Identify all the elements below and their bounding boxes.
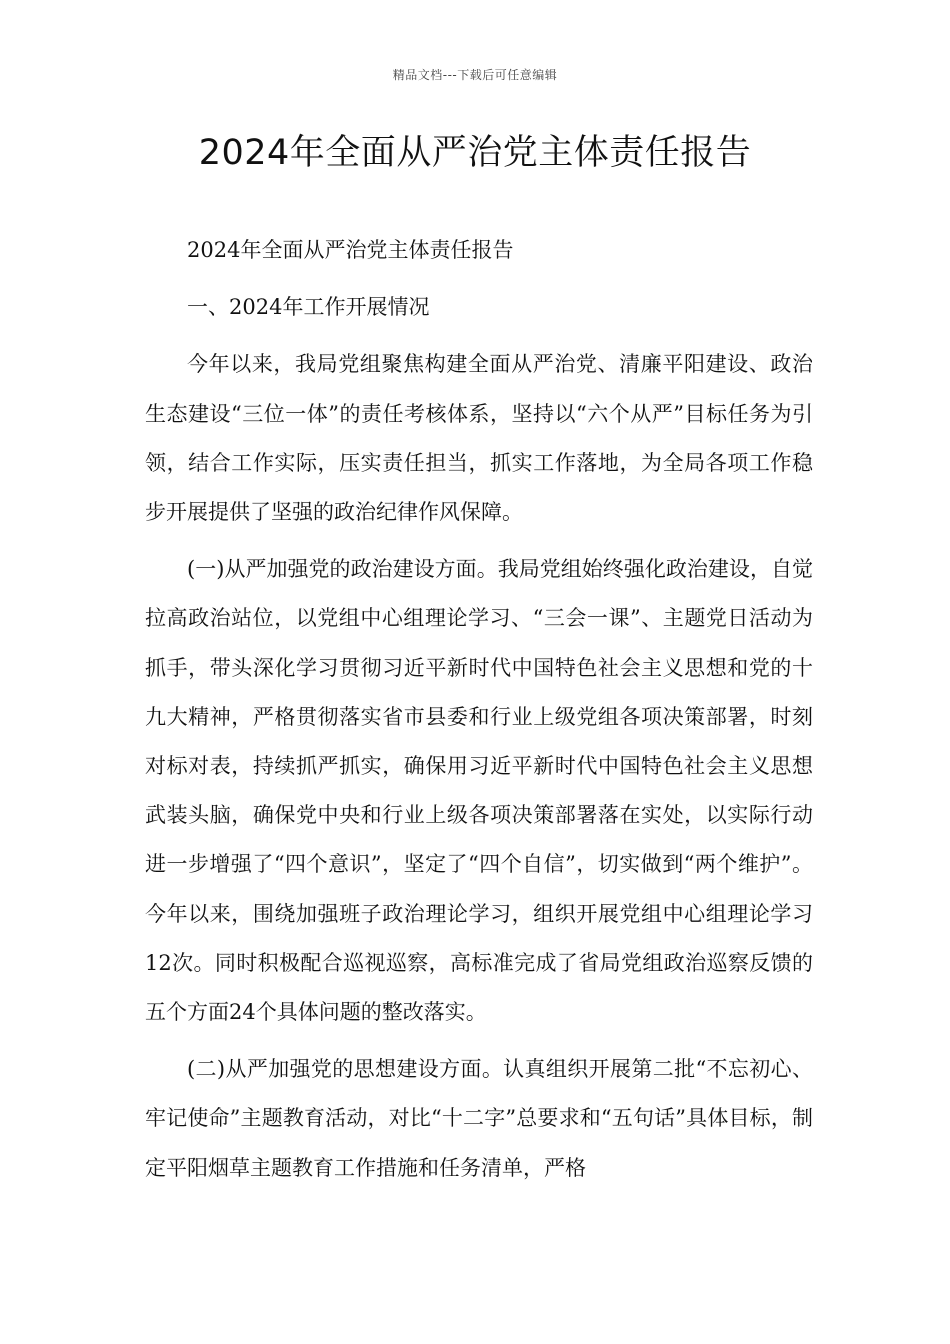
paragraph-subtitle: 2024年全面从严治党主体责任报告	[187, 238, 514, 262]
paragraph-political-construction: (一)从严加强党的政治建设方面。我局党组始终强化政治建设，自觉拉高政治站位，以党组中心组理论学习、“三会一课”、主题党日活动为抓手，带头深化学习贯彻习近平新时代中国特色社会主义思想和党的十九大精神，严格贯彻落实省市县委和行业上级党组各项决策部署，时刻对标对表，持续抓严抓实，确保用习近平新时代中国特色社会主义思想武装头脑，确保党中央和行业上级各项决策部署落在实处，以实际行动进一步增强了“四个意识”，坚定了“四个自信”，切实做到“两个维护”。今年以来，围绕加强班子政治理论学习，组织开展党组中心组理论学习12次。同时积极配合巡视巡察，高标准完成了省局党组政治巡察反馈的五个方面24个具体问题的整改落实。	[145, 557, 813, 1025]
document-title: 2024年全面从严治党主体责任报告	[198, 133, 752, 173]
paragraph-section-heading: 一、2024年工作开展情况	[187, 295, 430, 320]
document-body	[145, 226, 813, 1201]
paragraph-intro: 今年以来，我局党组聚焦构建全面从严治党、清廉平阳建设、政治生态建设“三位一体”的责任考核体系，坚持以“六个从严”目标任务为引领，结合工作实际，压实责任担当，抓实工作落地，为全局各项工作稳步开展提供了坚强的政治纪律作风保障。	[145, 352, 813, 525]
header-note: 精品文档---下载后可任意编辑	[392, 68, 558, 82]
paragraph-ideological-construction: (二)从严加强党的思想建设方面。认真组织开展第二批“不忘初心、牢记使命”主题教育活动，对比“十二字”总要求和“五句话”具体目标，制定平阳烟草主题教育工作措施和任务清单，严格	[145, 1057, 813, 1180]
